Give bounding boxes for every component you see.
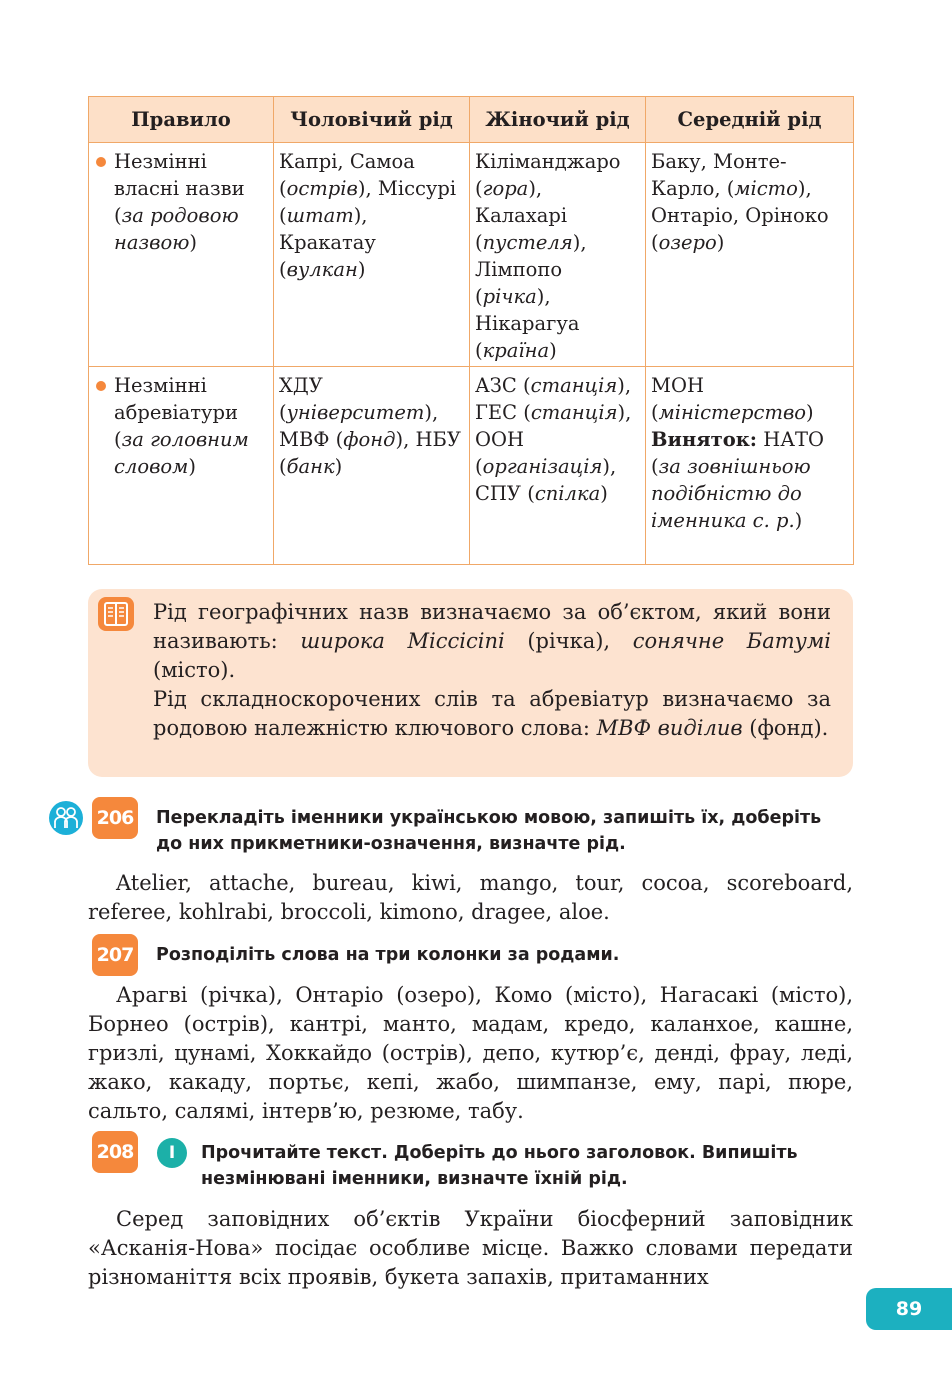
header-rule: Правило	[89, 97, 274, 143]
table-row	[89, 143, 854, 367]
feminine-cell: АЗС (станція), ГЕС (станція), ООН (організація), СПУ (спілка)	[470, 367, 646, 565]
header-masculine: Чоловічий рід	[274, 97, 470, 143]
exception-label: Виняток:	[651, 428, 757, 451]
exercise-task: Розподіліть слова на три колонки за родами.	[156, 945, 620, 965]
exercise-number: 207	[92, 934, 138, 976]
exercise-number: 206	[92, 797, 138, 839]
bullet-icon	[96, 157, 106, 167]
neuter-cell: МОН (міністерство) Виняток: НАТО (за зовнішньою подібністю до іменника с. р.)	[646, 367, 854, 565]
exercise-task: Прочитайте текст. Доберіть до нього заголовок. Випишіть незмінювані іменники, визначте їхній рід.	[201, 1143, 798, 1189]
rules-table	[88, 96, 854, 565]
rule-cell: Незмінні власні назви (за родовою назвою)	[89, 143, 274, 367]
header-feminine: Жіночий рід	[470, 97, 646, 143]
page-number: 89	[866, 1288, 952, 1330]
level-badge: I	[157, 1138, 187, 1168]
note-text	[153, 598, 831, 743]
table-header-row	[89, 97, 854, 143]
masculine-cell: Капрі, Самоа (острів), Міссурі (штат), Кракатау (вулкан)	[274, 143, 470, 367]
exercise-text: Арагві (річка), Онтаріо (озеро), Комо (місто), Нагасакі (місто), Борнео (острів), кантрі, манто, мадам, кредо, каланхое, кашне, гризлі, цунамі, Хоккайдо (острів), депо, кутюр’є, денді, фрау, леді, жако, какаду, портьє, кепі, жабо, шимпанзе, ему, парі, пюре, сальто, салямі, інтерв’ю, резюме, табу.	[88, 983, 853, 1123]
rule-cell: Незмінні абревіатури (за головним словом)	[89, 367, 274, 565]
table-row	[89, 367, 854, 565]
exercise-text: Серед заповідних об’єктів України біосферний заповідник «Асканія-Нова» посідає особливе місце. Важко словами передати різноманіття всіх проявів, букета запахів, притаманних	[88, 1207, 853, 1289]
header-neuter: Середній рід	[646, 97, 854, 143]
group-icon	[49, 801, 83, 835]
masculine-cell: ХДУ (університет), МВФ (фонд), НБУ (банк)	[274, 367, 470, 565]
note-paragraph: Рід складноскорочених слів та абревіатур визначаємо за родовою належністю ключового слова: МВФ виділив (фонд).	[153, 687, 831, 740]
bullet-icon	[96, 381, 106, 391]
exercise-number: 208	[92, 1131, 138, 1173]
exercise-task: Перекладіть іменники українською мовою, запишіть їх, доберіть до них прикметники-означення, визначте рід.	[156, 808, 822, 854]
rule-note	[88, 589, 853, 777]
exercise-text: Atelier, attache, bureau, kiwi, mango, tour, cocoa, scoreboard, referee, kohlrabi, broccoli, kimono, dragee, aloe.	[88, 871, 853, 924]
neuter-cell: Баку, Монте-Карло, (місто), Онтаріо, Оріноко (озеро)	[646, 143, 854, 367]
note-paragraph: Рід географічних назв визначаємо за об’єктом, який вони називають: широка Міссісіпі (річка), сонячне Батумі (місто).	[153, 600, 831, 682]
feminine-cell: Кіліманджаро (гора), Калахарі (пустеля), Лімпопо (річка), Нікарагуа (країна)	[470, 143, 646, 367]
book-icon	[98, 597, 134, 631]
